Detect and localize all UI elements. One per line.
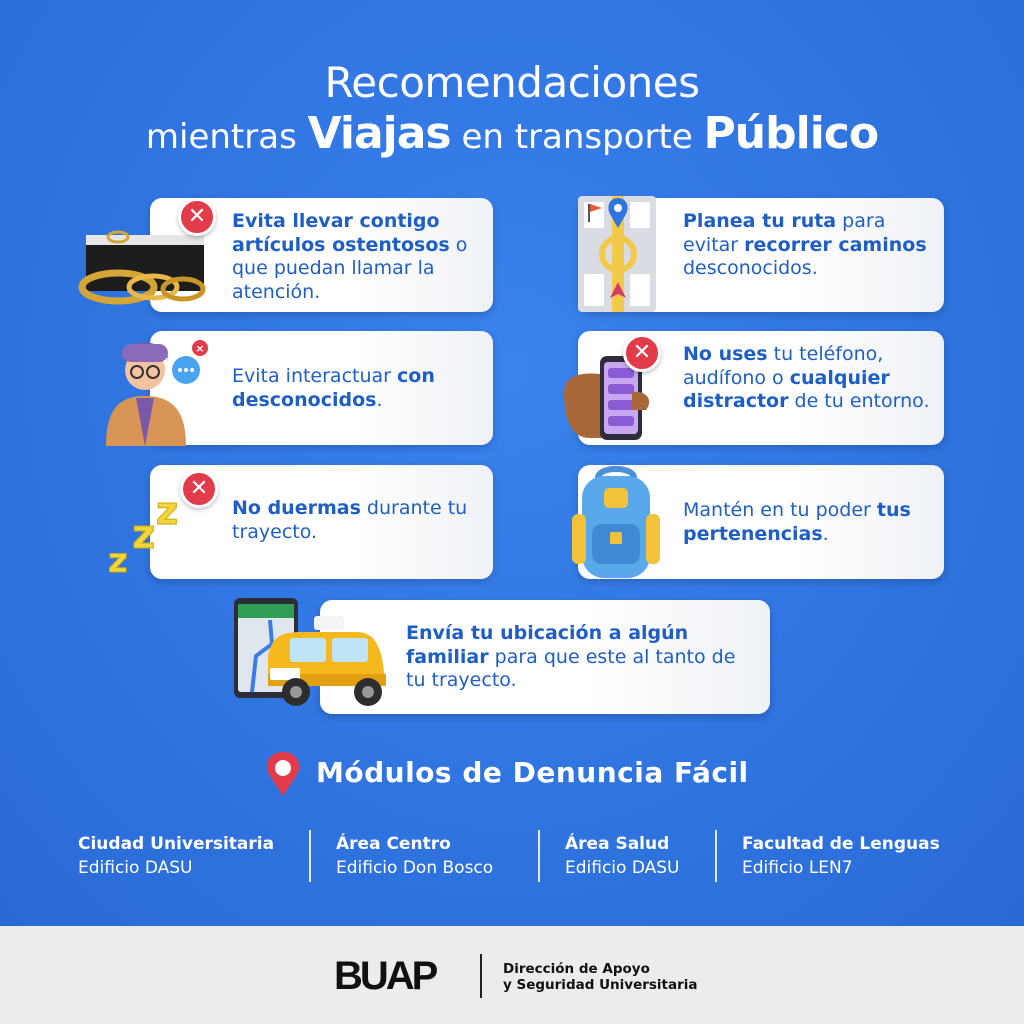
card-belongings-rest: . bbox=[822, 522, 829, 545]
divider bbox=[715, 830, 717, 882]
location-name: Ciudad Universitaria bbox=[78, 834, 275, 854]
title-word-publico: Público bbox=[703, 108, 879, 159]
stranger-icon bbox=[100, 326, 212, 448]
card-route-text bbox=[683, 210, 933, 281]
backpack-icon bbox=[568, 464, 664, 584]
card-route-mid: para evitar bbox=[683, 210, 886, 256]
card-route-bold2: recorrer caminos bbox=[744, 233, 927, 256]
location-area-centro bbox=[336, 834, 493, 878]
footer-divider bbox=[480, 954, 482, 998]
card-phone-text bbox=[683, 343, 933, 414]
location-name: Área Salud bbox=[565, 834, 670, 854]
card-phone-rest: de tu entorno. bbox=[788, 390, 930, 412]
title-word-mientras: mientras bbox=[145, 117, 297, 157]
prohibited-icon-sleep: ✕ bbox=[180, 470, 218, 508]
card-jewelry-bold: Evita llevar contigo artículos ostentosos bbox=[232, 210, 450, 256]
card-route-rest: desconocidos. bbox=[683, 257, 818, 279]
location-name: Área Centro bbox=[336, 834, 451, 854]
taxi-icon bbox=[232, 596, 390, 714]
prohibited-icon-jewelry: ✕ bbox=[178, 198, 216, 236]
prohibited-icon-phone: ✕ bbox=[623, 334, 661, 372]
location-pin-icon bbox=[262, 750, 304, 798]
divider bbox=[538, 830, 540, 882]
zzz-icon bbox=[104, 488, 192, 578]
card-jewelry-rest: o que puedan llamar la atención. bbox=[232, 233, 468, 303]
card-strangers-bold: con desconocidos bbox=[232, 365, 435, 411]
title-line-1: Recomendaciones bbox=[324, 58, 700, 107]
card-strangers-text bbox=[232, 365, 482, 412]
location-area-salud bbox=[565, 834, 680, 878]
location-name: Facultad de Lenguas bbox=[742, 834, 940, 854]
title-line-2 bbox=[0, 108, 1024, 159]
location-facultad-lenguas bbox=[742, 834, 940, 878]
buap-logo: BUAP bbox=[334, 954, 436, 998]
card-location-rest: para que este al tanto de tu trayecto. bbox=[406, 645, 736, 691]
card-sleep-bold: No duermas bbox=[232, 497, 361, 519]
card-jewelry-text bbox=[232, 210, 482, 304]
location-ciudad-universitaria bbox=[78, 834, 274, 878]
modules-title: Módulos de Denuncia Fácil bbox=[316, 756, 749, 789]
map-icon bbox=[576, 194, 658, 314]
svg-text:z: z bbox=[132, 512, 156, 558]
card-phone-bold2: cualquier distractor bbox=[683, 366, 890, 412]
card-belongings-text bbox=[683, 499, 933, 546]
location-building: Edificio DASU bbox=[78, 858, 193, 878]
department-line-2: y Seguridad Universitaria bbox=[503, 977, 698, 993]
department-name bbox=[503, 961, 698, 993]
card-location-text bbox=[406, 622, 746, 693]
card-sleep-rest: durante tu trayecto. bbox=[232, 497, 468, 543]
card-route-bold1: Planea tu ruta bbox=[683, 210, 837, 232]
svg-text:z: z bbox=[156, 489, 179, 533]
svg-text:×: × bbox=[195, 342, 205, 355]
card-phone-bold1: No uses bbox=[683, 343, 768, 365]
card-belongings-pre: Mantén en tu poder bbox=[683, 499, 877, 521]
svg-text:z: z bbox=[108, 541, 128, 578]
jewelry-icon bbox=[78, 225, 208, 310]
card-strangers-rest: . bbox=[376, 388, 383, 411]
department-line-1: Dirección de Apoyo bbox=[503, 961, 650, 977]
card-location-bold: Envía tu ubicación a algún familiar bbox=[406, 622, 689, 668]
title-word-transporte: en transporte bbox=[461, 117, 693, 157]
title-word-viajas: Viajas bbox=[307, 108, 451, 159]
card-belongings-bold: tus pertenencias bbox=[683, 499, 911, 545]
card-phone-mid: tu teléfono, audífono o bbox=[683, 343, 884, 389]
location-building: Edificio DASU bbox=[565, 858, 680, 878]
card-sleep-text bbox=[232, 497, 482, 544]
divider bbox=[309, 830, 311, 882]
location-building: Edificio Don Bosco bbox=[336, 858, 494, 878]
location-building: Edificio LEN7 bbox=[742, 858, 853, 878]
card-strangers-pre: Evita interactuar bbox=[232, 365, 398, 387]
